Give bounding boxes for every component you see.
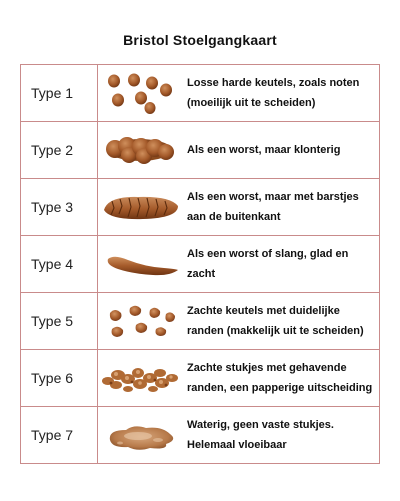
type-label: Type 2	[31, 142, 74, 158]
mushy-pieces-icon	[98, 353, 183, 403]
type-label: Type 3	[31, 199, 74, 215]
description-cell	[98, 407, 380, 464]
bristol-chart-table	[20, 64, 380, 464]
type-label: Type 1	[31, 85, 74, 101]
soft-blobs-icon	[98, 296, 183, 346]
type-cell	[21, 122, 98, 179]
description-cell	[98, 179, 380, 236]
type-label: Type 7	[31, 427, 74, 443]
description-text: Zachte stukjes met gehavende randen, een papperige uitscheiding	[187, 362, 373, 394]
type-cell	[21, 407, 98, 464]
table-row	[21, 65, 380, 122]
table-row	[21, 236, 380, 293]
description-text: Zachte keutels met duidelijke randen (makkelijk uit te scheiden)	[187, 305, 364, 337]
lumpy-sausage-icon	[98, 125, 183, 175]
type-label: Type 5	[31, 313, 74, 329]
description-cell	[98, 65, 380, 122]
page-title: Bristol Stoelgangkaart	[123, 32, 277, 48]
description-text: Als een worst of slang, glad en zacht	[187, 248, 349, 280]
table-row	[21, 293, 380, 350]
description-text: Als een worst, maar met barstjes aan de buitenkant	[187, 191, 359, 223]
description-text: Waterig, geen vaste stukjes. Helemaal vloeibaar	[187, 419, 334, 451]
description-text: Als een worst, maar klonterig	[187, 144, 341, 156]
table-row	[21, 122, 380, 179]
type-cell	[21, 236, 98, 293]
description-cell	[98, 350, 380, 407]
table-row	[21, 350, 380, 407]
smooth-snake-icon	[98, 239, 183, 289]
type-cell	[21, 65, 98, 122]
description-cell	[98, 236, 380, 293]
cracked-sausage-icon	[98, 182, 183, 232]
type-cell	[21, 293, 98, 350]
table-row	[21, 407, 380, 464]
type-label: Type 6	[31, 370, 74, 386]
description-text: Losse harde keutels, zoals noten (moeilijk uit te scheiden)	[187, 77, 360, 109]
description-cell	[98, 122, 380, 179]
watery-icon	[98, 410, 183, 460]
table-row	[21, 179, 380, 236]
type-label: Type 4	[31, 256, 74, 272]
type-cell	[21, 179, 98, 236]
description-cell	[98, 293, 380, 350]
type-cell	[21, 350, 98, 407]
separate-hard-lumps-icon	[98, 68, 183, 118]
